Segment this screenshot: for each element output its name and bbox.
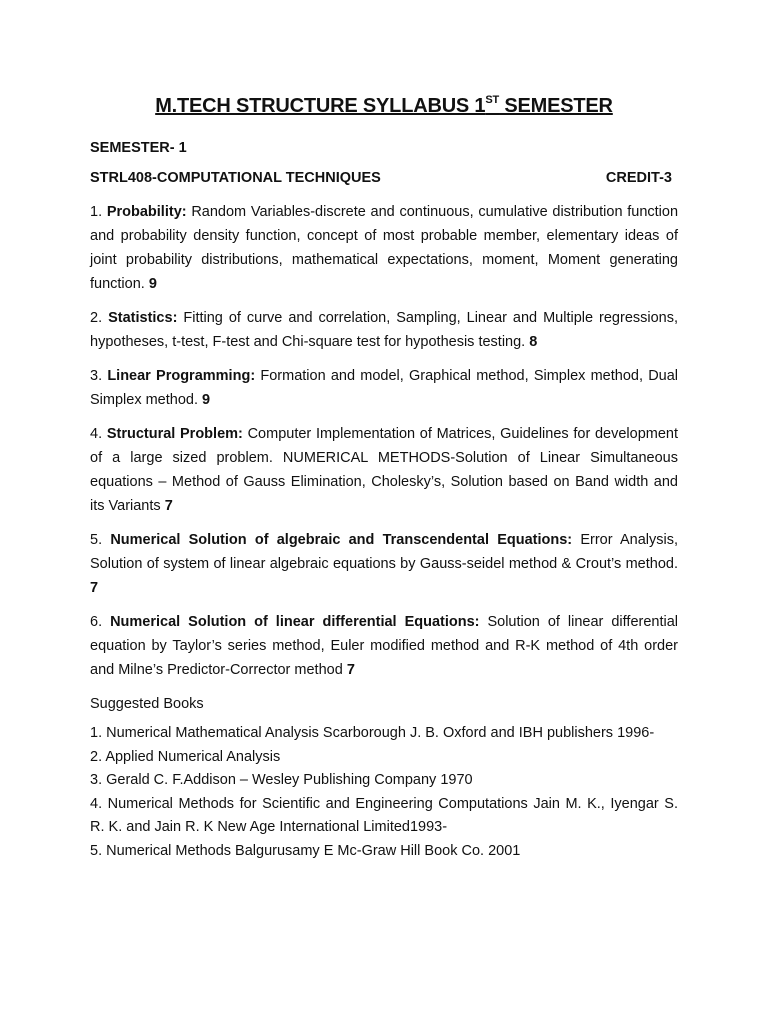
- unit-hours: 7: [346, 662, 355, 678]
- book-item: 3. Gerald C. F.Addison – Wesley Publishing Company 1970: [90, 772, 473, 788]
- unit-6: 6. Numerical Solution of linear differential Equations: Solution of linear differential equation by Taylor’s series method, Euler modified method and R-K method of 4th order and Milne’s Predictor-Corrector method 7: [90, 614, 678, 678]
- book-item: 1. Numerical Mathematical Analysis Scarborough J. B. Oxford and IBH publishers 1996-: [90, 725, 655, 741]
- books-heading: Suggested Books: [90, 696, 204, 712]
- book-item: 2. Applied Numerical Analysis: [90, 748, 281, 765]
- unit-body: Computer Implementation of Matrices, Guidelines for development of a large sized problem. NUMERICAL METHODS-Solution of Linear Simultaneous equations – Method of Gauss Elimination, Cholesky’s, Solution based on Band width and its Variants: [90, 426, 679, 514]
- unit-heading: Numerical Solution of linear differential Equations: [110, 614, 475, 630]
- unit-heading: Structural Problem: [106, 426, 239, 442]
- unit-heading: Probability: [106, 204, 182, 220]
- unit-body: Random Variables-discrete and continuous, cumulative distribution function and probability density function, concept of most probable member, elementary ideas of joint probability distributions, mathematical expectations, moment, Moment generating function.: [90, 204, 679, 292]
- unit-heading: Statistics: [108, 310, 173, 326]
- unit-body: Solution of linear differential equation by Taylor’s series method, Euler modified method and R-K method of 4th order and Milne’s Predictor-Corrector method: [90, 614, 678, 678]
- unit-3: 3. Linear Programming: Formation and model, Graphical method, Simplex method, Dual Simplex method. 9: [90, 368, 679, 408]
- unit-1: 1. Probability: Random Variables-discrete and continuous, cumulative distribution function and probability density function, concept of most probable member, elementary ideas of joint probability distributions, mathematical expectations, moment, Moment generating function. 9: [90, 204, 679, 292]
- unit-heading: Linear Programming: [107, 368, 251, 384]
- unit-body: Fitting of curve and correlation, Sampling, Linear and Multiple regressions, hypotheses, t-test, F-test and Chi-square test for hypothesis testing.: [90, 310, 679, 350]
- semester-label: SEMESTER- 1: [90, 140, 187, 156]
- title-tail: SEMESTER: [499, 95, 613, 117]
- unit-2: 2. Statistics: Fitting of curve and correlation, Sampling, Linear and Multiple regressions, hypotheses, t-test, F-test and Chi-square test for hypothesis testing. 8: [90, 310, 679, 350]
- unit-body: Error Analysis, Solution of system of linear algebraic equations by Gauss-seidel method & Crout’s method.: [90, 532, 678, 572]
- unit-body: Formation and model, Graphical method, Simplex method, Dual Simplex method.: [90, 368, 679, 408]
- unit-hours: 8: [529, 334, 538, 350]
- unit-hours: 9: [202, 392, 211, 408]
- unit-hours: 7: [164, 498, 173, 514]
- course-code-name: STRL408-COMPUTATIONAL TECHNIQUES: [90, 170, 381, 186]
- course-header: [90, 170, 678, 186]
- title-superscript: ST: [485, 94, 500, 106]
- unit-hours: 9: [148, 276, 157, 292]
- book-item: 4. Numerical Methods for Scientific and Engineering Computations Jain M. K., Iyengar S. R. K. and Jain R. K New Age International Limited1993-: [90, 795, 678, 835]
- book-item: 5. Numerical Methods Balgurusamy E Mc-Graw Hill Book Co. 2001: [90, 842, 521, 859]
- unit-4: 4. Structural Problem: Computer Implementation of Matrices, Guidelines for development of a large sized problem. NUMERICAL METHODS-Solution of Linear Simultaneous equations – Method of Gauss Elimination, Cholesky’s, Solution based on Band width and its Variants 7: [90, 426, 679, 514]
- title-text: M.TECH STRUCTURE SYLLABUS 1: [155, 95, 486, 117]
- unit-heading: Numerical Solution of algebraic and Transcendental Equations: [110, 532, 568, 548]
- unit-hours: 7: [90, 580, 99, 596]
- page-title: [90, 94, 678, 118]
- unit-5: 5. Numerical Solution of algebraic and Transcendental Equations: Error Analysis, Solution of system of linear algebraic equations by Gauss-seidel method & Crout’s method. 7: [90, 532, 678, 596]
- course-credit: CREDIT-3: [605, 170, 672, 186]
